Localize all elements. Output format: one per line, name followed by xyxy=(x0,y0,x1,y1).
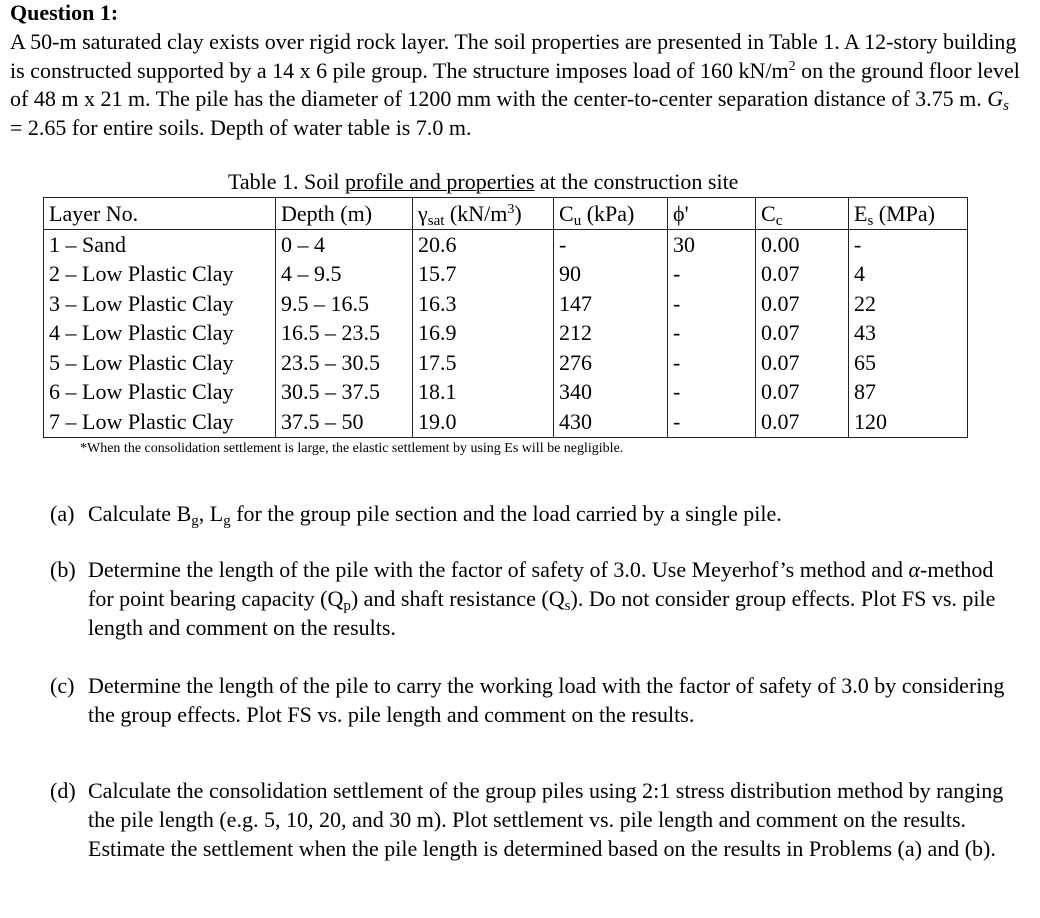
cell-cu: 212 xyxy=(554,319,668,349)
intro-text-1: A 50-m saturated clay exists over rigid rock layer. The soil properties are presented in Table 1. A 12-story building is constructed supported by a 14 x 6 pile group. The structure imposes load of 160 kN/m xyxy=(10,29,1017,83)
part-d xyxy=(50,777,1020,863)
question-heading: Question 1: xyxy=(10,0,119,25)
part-c-text: Determine the length of the pile to carry the working load with the factor of safety of 3.0 by considering the group effects. Plot FS vs. pile length and comment on the results. xyxy=(88,673,1005,727)
cell-gamma: 17.5 xyxy=(413,348,554,378)
gs-subscript: s xyxy=(1003,98,1009,114)
header-phi: ϕ' xyxy=(668,198,756,230)
problem-statement xyxy=(10,28,1020,142)
cell-cc: 0.07 xyxy=(756,407,849,437)
intro-superscript: 2 xyxy=(788,58,796,74)
cell-cc: 0.07 xyxy=(756,319,849,349)
table-caption xyxy=(228,168,738,196)
cell-layer: 4 – Low Plastic Clay xyxy=(44,319,276,349)
table-header-row xyxy=(44,198,968,230)
cell-es: 4 xyxy=(849,260,968,290)
cell-cu: 430 xyxy=(554,407,668,437)
part-b-text: Determine the length of the pile with the factor of safety of 3.0. Use Meyerhof’s method and α-method for point bearing capacity $(Q_p)$ and shaft resistance $(Q_s)$. Do not consider group effects. Plot FS vs. pile length and comment on the results. xyxy=(88,557,996,640)
cell-gamma: 16.3 xyxy=(413,289,554,319)
cell-phi: - xyxy=(668,378,756,408)
cell-layer: 7 – Low Plastic Clay xyxy=(44,407,276,437)
cell-phi: - xyxy=(668,260,756,290)
part-b xyxy=(50,556,1020,642)
cell-gamma: 20.6 xyxy=(413,230,554,260)
caption-part-2: profile and properties xyxy=(345,169,535,194)
cell-gamma: 19.0 xyxy=(413,407,554,437)
cell-es: 22 xyxy=(849,289,968,319)
table-row xyxy=(44,378,968,408)
cell-depth: 4 – 9.5 xyxy=(276,260,413,290)
part-d-text: Calculate the consolidation settlement of the group piles using 2:1 stress distribution method by ranging the pile length (e.g. 5, 10, 20, and 30 m). Plot settlement vs. pile length and comment on the results. Estimate the settlement when the pile length is determined based on the results in Problems (a) and (b). xyxy=(88,778,1004,861)
part-a-label: (a) xyxy=(50,501,75,526)
header-cu: $C_u$ (kPa) xyxy=(554,198,668,230)
table-row xyxy=(44,289,968,319)
cell-phi: - xyxy=(668,319,756,349)
header-gamma-sat: $\gamma_{sat}$ $(kN/m^3)$ xyxy=(413,198,554,230)
cell-cu: 147 xyxy=(554,289,668,319)
cell-es: 87 xyxy=(849,378,968,408)
cell-depth: 23.5 – 30.5 xyxy=(276,348,413,378)
cell-depth: 0 – 4 xyxy=(276,230,413,260)
cell-es: - xyxy=(849,230,968,260)
intro-text-2: on the ground floor level of 48 m x 21 m. The pile has the diameter of 1200 mm with the center-to-center separation distance of 3.75 m. xyxy=(10,57,1020,111)
cell-cc: 0.07 xyxy=(756,289,849,319)
table-row xyxy=(44,260,968,290)
cell-layer: 3 – Low Plastic Clay xyxy=(44,289,276,319)
part-c xyxy=(50,672,1020,730)
cell-depth: 16.5 – 23.5 xyxy=(276,319,413,349)
part-c-label: (c) xyxy=(50,673,75,698)
cell-cc: 0.07 xyxy=(756,348,849,378)
header-es: $E_s$ (MPa) xyxy=(849,198,968,230)
table-row xyxy=(44,407,968,437)
header-layer: Layer No. xyxy=(44,198,276,230)
soil-properties-table xyxy=(43,197,968,438)
table-footnote: *When the consolidation settlement is large, the elastic settlement by using Es will be negligible. xyxy=(80,441,624,456)
cell-es: 65 xyxy=(849,348,968,378)
part-d-label: (d) xyxy=(50,778,76,803)
cell-cc: 0.07 xyxy=(756,378,849,408)
cell-gamma: 15.7 xyxy=(413,260,554,290)
cell-depth: 37.5 – 50 xyxy=(276,407,413,437)
cell-layer: 6 – Low Plastic Clay xyxy=(44,378,276,408)
cell-gamma: 18.1 xyxy=(413,378,554,408)
part-b-label: (b) xyxy=(50,557,76,582)
header-depth: Depth (m) xyxy=(276,198,413,230)
caption-part-1: Table 1. Soil xyxy=(228,169,346,194)
cell-cc: 0.07 xyxy=(756,260,849,290)
cell-gamma: 16.9 xyxy=(413,319,554,349)
table-row xyxy=(44,319,968,349)
part-a xyxy=(50,500,1020,529)
caption-part-3: at the construction site xyxy=(534,169,739,194)
cell-cc: 0.00 xyxy=(756,230,849,260)
header-cc: $C_c$ xyxy=(756,198,849,230)
cell-layer: 2 – Low Plastic Clay xyxy=(44,260,276,290)
cell-cu: 276 xyxy=(554,348,668,378)
cell-depth: 30.5 – 37.5 xyxy=(276,378,413,408)
intro-text-3: = 2.65 for entire soils. Depth of water table is 7.0 m. xyxy=(10,114,472,140)
part-a-text: Calculate $B_g$, $L_g$ for the group pile section and the load carried by a single pile. xyxy=(88,501,782,529)
table-row xyxy=(44,230,968,260)
cell-phi: - xyxy=(668,407,756,437)
cell-cu: 90 xyxy=(554,260,668,290)
cell-phi: - xyxy=(668,289,756,319)
cell-es: 120 xyxy=(849,407,968,437)
cell-depth: 9.5 – 16.5 xyxy=(276,289,413,319)
cell-cu: - xyxy=(554,230,668,260)
cell-phi: - xyxy=(668,348,756,378)
cell-phi: 30 xyxy=(668,230,756,260)
cell-layer: 5 – Low Plastic Clay xyxy=(44,348,276,378)
cell-cu: 340 xyxy=(554,378,668,408)
cell-layer: 1 – Sand xyxy=(44,230,276,260)
gs-symbol: G xyxy=(987,86,1004,111)
cell-es: 43 xyxy=(849,319,968,349)
table-row xyxy=(44,348,968,378)
